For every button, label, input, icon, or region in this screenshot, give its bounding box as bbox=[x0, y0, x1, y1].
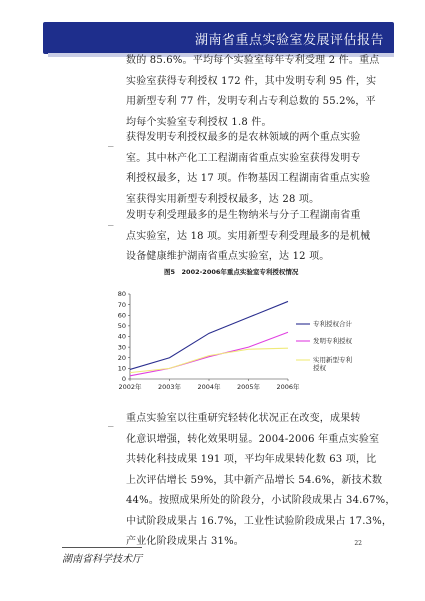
paragraph-line: 产业化阶段成果占 31%。 bbox=[126, 536, 245, 547]
y-tick-label: 40 bbox=[117, 332, 126, 341]
y-tick-label: 0 bbox=[121, 375, 126, 384]
bullet-marker: _ bbox=[108, 213, 114, 226]
y-tick-label: 80 bbox=[117, 290, 126, 299]
x-tick-label: 2002年 bbox=[118, 383, 142, 391]
paragraph-line: 利授权最多，达 17 项。作物基因工程湖南省重点实验 bbox=[126, 173, 371, 184]
footer-divider bbox=[62, 547, 142, 548]
x-tick-label: 2005年 bbox=[236, 383, 261, 391]
y-tick-label: 50 bbox=[117, 322, 126, 331]
paragraph-line: 室获得实用新型专利授权最多，达 28 项。 bbox=[126, 193, 320, 205]
page-number: 22 bbox=[354, 540, 362, 547]
paragraph-line: 均每个实验室专利授权 1.8 件。 bbox=[126, 116, 272, 128]
bullet-marker: _ bbox=[108, 134, 114, 147]
patent-line-chart bbox=[100, 284, 365, 396]
paragraph-line: 发明专利受理最多的是生物纳米与分子工程湖南省重 bbox=[126, 210, 361, 221]
paragraph-line: 点实验室，达 18 项。实用新型专利受理最多的是机械 bbox=[126, 230, 371, 242]
series-line bbox=[130, 348, 288, 372]
y-tick-label: 10 bbox=[117, 364, 126, 373]
paragraph-line: 设备健康维护湖南省重点实验室，达 12 项。 bbox=[126, 251, 330, 262]
y-tick-label: 60 bbox=[117, 311, 126, 320]
paragraph-4 bbox=[126, 409, 396, 553]
header-band bbox=[43, 22, 394, 54]
legend-label: 发明专利授权 bbox=[313, 337, 352, 346]
legend-label: 专利授权合计 bbox=[313, 320, 352, 329]
paragraph-1 bbox=[126, 51, 378, 133]
paragraph-2 bbox=[126, 128, 378, 210]
bullet-marker: _ bbox=[108, 414, 114, 427]
x-tick-label: 2006年 bbox=[276, 383, 300, 391]
x-tick-label: 2003年 bbox=[157, 383, 182, 391]
paragraph-line: 用新型专利 77 件，发明专利占专利总数的 55.2%，平 bbox=[126, 96, 376, 107]
paragraph-line: 实验室获得专利授权 172 件，其中发明专利 95 件，实 bbox=[126, 75, 377, 87]
legend-label: 实用新型专利授权 bbox=[313, 356, 352, 373]
paragraph-line: 44%。按照成果所处的阶段分，小试阶段成果占 34.67%， bbox=[126, 495, 396, 506]
y-tick-label: 30 bbox=[117, 343, 126, 352]
paragraph-line: 重点实验室以往重研究轻转化状况正在改变，成果转 bbox=[126, 413, 361, 424]
y-tick-label: 20 bbox=[117, 353, 126, 362]
chart-title: 图5 2002-2006年重点实验室专利授权情况 bbox=[164, 268, 299, 276]
series-line bbox=[130, 332, 288, 376]
footer-text: 湖南省科学技术厅 bbox=[62, 554, 142, 565]
paragraph-line: 中试阶段成果占 16.7%，工业性试验阶段成果占 17.3%， bbox=[126, 515, 393, 527]
header-title: 湖南省重点实验室发展评估报告 bbox=[194, 33, 384, 48]
paragraph-line: 获得发明专利授权最多的是农林领域的两个重点实验 bbox=[126, 132, 361, 143]
paragraph-line: 数的 85.6%。平均每个实验室每年专利受理 2 件。重点 bbox=[126, 55, 380, 66]
paragraph-line: 上次评估增长 59%，其中新产品增长 54.6%，新技术数 bbox=[126, 474, 383, 486]
paragraph-3 bbox=[126, 206, 378, 268]
paragraph-line: 化意识增强，转化效果明显。2004-2006 年重点实验室 bbox=[126, 433, 380, 445]
y-tick-label: 70 bbox=[117, 300, 126, 309]
series-line bbox=[130, 301, 288, 369]
x-tick-label: 2004年 bbox=[197, 383, 221, 391]
paragraph-line: 室。其中林产化工工程湖南省重点实验室获得发明专 bbox=[126, 152, 361, 164]
paragraph-line: 共转化科技成果 191 项，平均年成果转化数 63 项，比 bbox=[126, 454, 377, 465]
